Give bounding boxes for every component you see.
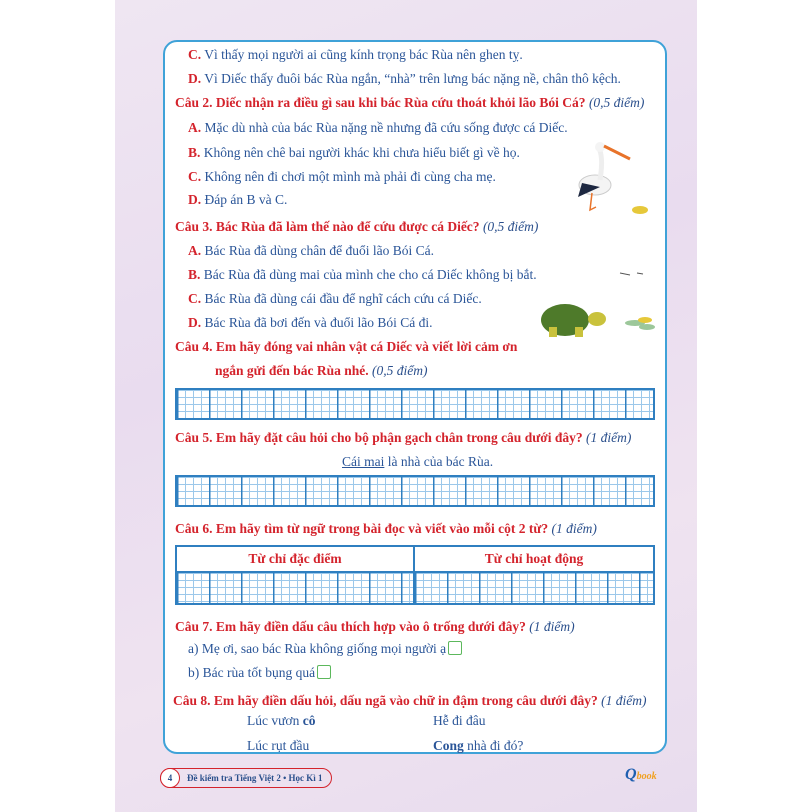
punctuation-box-a[interactable] <box>448 641 462 655</box>
col-header-characteristics: Từ chỉ đặc điểm <box>177 547 415 573</box>
q8-line1-right: Hễ đi đâu <box>433 713 486 728</box>
activities-writing-cell[interactable] <box>415 573 653 603</box>
stork-illustration <box>570 135 660 220</box>
q3-option-b: B. Bác Rùa đã dùng mai của mình che cho cá Diếc không bị bắt. <box>188 267 537 282</box>
q3-option-d: D. Bác Rùa đã bơi đến và đuổi lão Bói Cá đi. <box>188 315 433 330</box>
q1-option-d: D. Vì Diếc thấy đuôi bác Rùa ngắn, “nhà” trên lưng bác nặng nề, chân thô kệch. <box>188 71 621 86</box>
q8-line1-left: Lúc vươn cô <box>247 713 316 728</box>
q3-option-c: C. Bác Rùa đã dùng cái đầu để nghĩ cách cứu cá Diếc. <box>188 291 482 306</box>
col-header-activities: Từ chỉ hoạt động <box>415 547 653 573</box>
q3-title: Câu 3. Bác Rùa đã làm thế nào để cứu được cá Diếc? (0,5 điểm) <box>175 219 539 234</box>
q1-option-c: C. Vì thấy mọi người ai cũng kính trọng bác Rùa nên ghen tỵ. <box>188 47 523 62</box>
page-number: 4 <box>160 768 180 788</box>
punctuation-box-b[interactable] <box>317 665 331 679</box>
q5-writing-grid[interactable] <box>175 475 655 507</box>
q7-item-b: b) Bác rùa tốt bụng quá <box>188 665 331 681</box>
q6-title: Câu 6. Em hãy tìm từ ngữ trong bài đọc và viết vào mỗi cột 2 từ? (1 điểm) <box>175 521 597 536</box>
q3-option-a: A. Bác Rùa đã dùng chân để đuổi lão Bói Cá. <box>188 243 434 258</box>
publisher-logo: Qbook <box>625 766 657 783</box>
q2-option-b: B. Không nên chê bai người khác khi chưa hiểu biết gì về họ. <box>188 145 520 160</box>
q4-writing-grid[interactable] <box>175 388 655 420</box>
q5-title: Câu 5. Em hãy đặt câu hỏi cho bộ phận gạch chân trong câu dưới đây? (1 điểm) <box>175 430 632 445</box>
q5-sentence: Cái mai là nhà của bác Rùa. <box>342 454 494 469</box>
q7-item-a: a) Mẹ ơi, sao bác Rùa không giống mọi người ạ <box>188 641 462 657</box>
footer-label: 4 Đề kiểm tra Tiếng Việt 2 • Học Kì 1 <box>160 768 332 788</box>
q8-title: Câu 8. Em hãy điền dấu hỏi, dấu ngã vào chữ in đậm trong câu dưới đây? (1 điểm) <box>173 693 647 708</box>
q2-option-c: C. Không nên đi chơi một mình mà phải đi cùng cha mẹ. <box>188 169 496 184</box>
q2-title: Câu 2. Diếc nhận ra điều gì sau khi bác Rùa cứu thoát khỏi lão Bói Cá? (0,5 điểm) <box>175 95 645 110</box>
q2-option-d: D. Đáp án B và C. <box>188 192 288 207</box>
q8-line2-right: Cong nhà đi đó? <box>433 738 524 753</box>
q7-title: Câu 7. Em hãy điền dấu câu thích hợp vào ô trống dưới đây? (1 điểm) <box>175 619 575 634</box>
q2-option-a: A. Mặc dù nhà của bác Rùa nặng nề nhưng đã cứu sống được cá Diếc. <box>188 120 568 135</box>
q8-line2-left: Lúc rụt đầu <box>247 738 310 753</box>
q4-title-line2: ngắn gửi đến bác Rùa nhé. (0,5 điểm) <box>215 363 428 378</box>
characteristics-writing-cell[interactable] <box>177 573 415 603</box>
turtle-illustration <box>535 265 660 345</box>
q4-title-line1: Câu 4. Em hãy đóng vai nhân vật cá Diếc và viết lời cảm ơn <box>175 339 518 354</box>
q6-table <box>175 545 655 605</box>
